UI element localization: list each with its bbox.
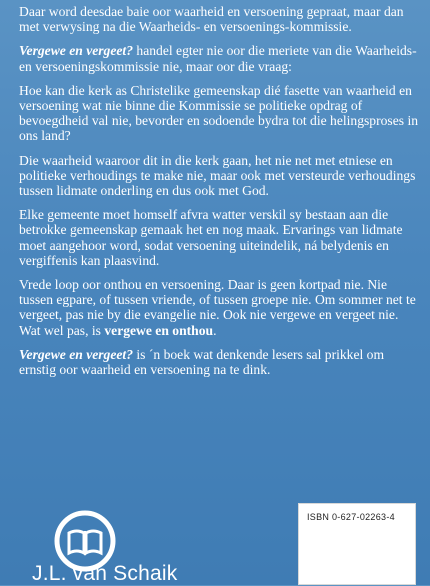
isbn-number: ISBN 0-627-02263-4 — [307, 512, 395, 522]
paragraph-text: Vrede loop oor onthou en versoening. Daar is geen kortpad nie. Nie tussen egpare, of tussen vriende, of tussen groepe nie. Om sommer net te vergeet, pas nie by die evangelie nie. Ook nie vergewe en vergeet nie. Wat wel pas, is — [19, 277, 416, 338]
book-title: Vergewe en vergeet? — [19, 43, 133, 59]
emphasis-text: vergewe en onthou — [104, 322, 214, 338]
paragraph-question — [19, 83, 421, 144]
paragraph-text: Elke gemeente moet homself afvra watter verskil sy bestaan aan die betrokke gemeenskap gemaak het en nog maak. Ervarings van lidmate moet aangehoor word, sodat versoening uiteindelik, ná belydenis en vergiffenis kan plaasvind. — [19, 207, 403, 268]
paragraph-text: Hoe kan die kerk as Christelike gemeenskap dié fasette van waarheid en versoening wat nie binne die Kommissie se politieke opdrag of bevoegdheid val nie, bevorder en sodoende bydra tot die helingsproses in ons land? — [19, 82, 419, 144]
paragraph-intro — [19, 4, 421, 34]
paragraph-truth — [19, 153, 421, 199]
paragraph-text: Die waarheid waaroor dit in die kerk gaan, het nie net met etniese en politieke verhoudings te make nie, maar ook met versteurde verhoudings tussen lidmate onderling en dus ook met God. — [19, 152, 416, 199]
paragraph-end: . — [213, 322, 217, 338]
paragraph-peace — [19, 277, 421, 338]
barcode-label — [298, 503, 416, 585]
publisher-name: J.L. van Schaik — [32, 562, 178, 585]
paragraph-purpose — [19, 43, 421, 73]
paragraph-text: Daar word deesdae baie oor waarheid en versoening gepraat, maar dan met verwysing na die Waarheids- en versoenings-kommissie. — [19, 4, 404, 35]
paragraph-closing — [19, 347, 421, 377]
paragraph-text: handel egter nie oor die meriete van die Waarheids- en versoeningskommissie nie, maar oor die vraag: — [19, 43, 417, 74]
paragraph-text: is ´n boek wat denkende lesers sal prikkel om ernstig oor waarheid en versoening na te dink. — [19, 346, 385, 378]
paragraph-congregation — [19, 207, 421, 268]
back-cover-text — [19, 4, 421, 386]
book-title: Vergewe en vergeet? — [19, 346, 133, 362]
